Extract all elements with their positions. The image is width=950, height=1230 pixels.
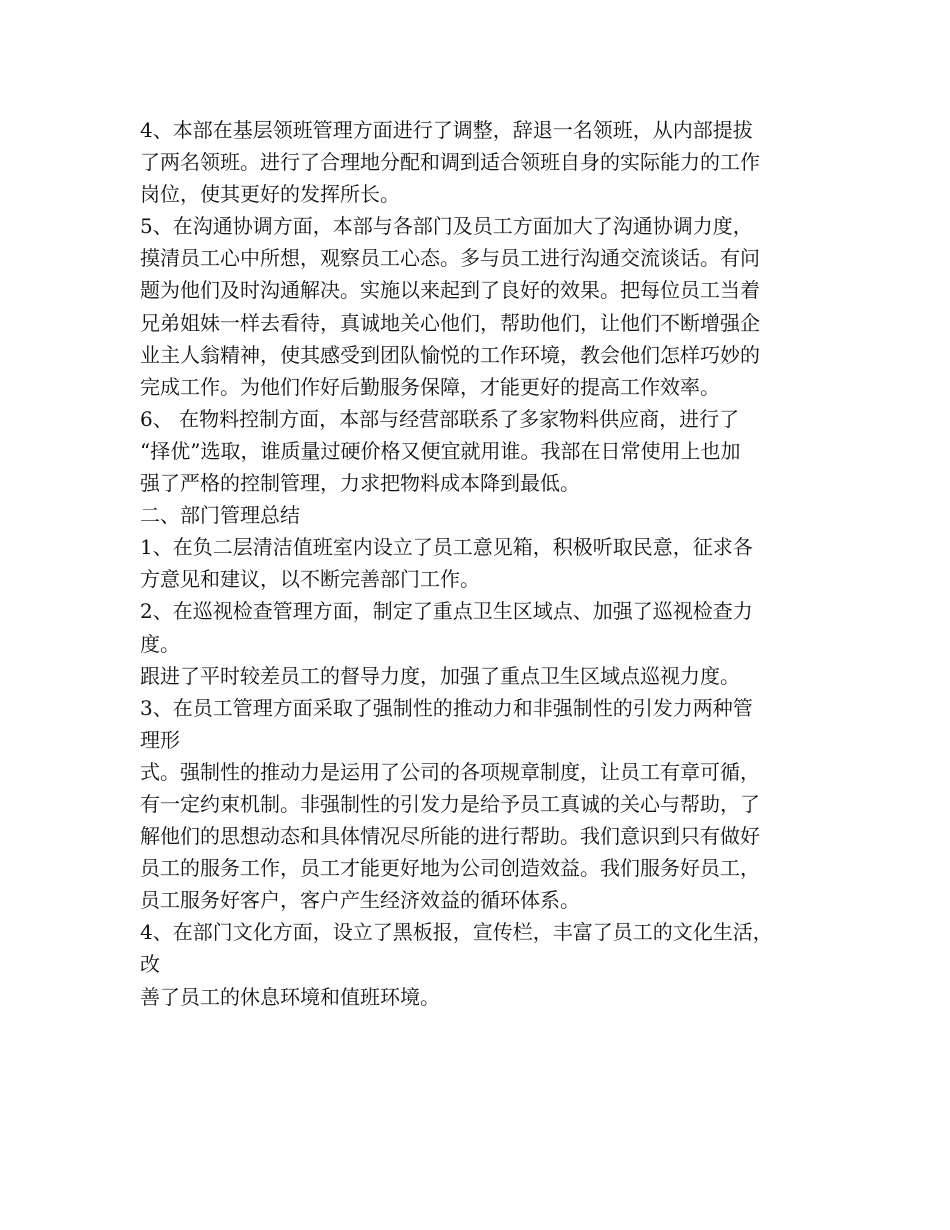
text-line: 了两名领班。进行了合理地分配和调到适合领班自身的实际能力的工作 [140,150,760,175]
text-line: “择优”选取，谁质量过硬价格又便宜就用谁。我部在日常使用上也加 [140,438,741,463]
text-line: 善了员工的休息环境和值班环境。 [140,984,440,1009]
text-line: 方意见和建议，以不断完善部门工作。 [140,567,480,592]
text-line: 1、在负二层清洁值班室内设立了员工意见箱，积极听取民意，征求各 [140,535,753,560]
text-line: 度。 [140,631,180,656]
text-line: 改 [140,952,160,977]
text-line: 题为他们及时沟通解决。实施以来起到了良好的效果。把每位员工当着 [140,278,760,303]
text-line: 完成工作。为他们作好后勤服务保障，才能更好的提高工作效率。 [140,374,720,399]
section-heading: 二、部门管理总结 [140,503,300,528]
text-line: 理形 [140,727,180,752]
text-line: 跟进了平时较差员工的督导力度，加强了重点卫生区域点巡视力度。 [140,663,740,688]
text-line: 式。强制性的推动力是运用了公司的各项规章制度，让员工有章可循， [140,759,760,784]
text-line: 5、在沟通协调方面，本部与各部门及员工方面加大了沟通协调力度， [140,214,753,239]
text-line: 2、在巡视检查管理方面，制定了重点卫生区域点、加强了巡视检查力 [140,599,753,624]
text-line: 有一定约束机制。非强制性的引发力是给予员工真诚的关心与帮助，了 [140,791,760,816]
text-line: 员工服务好客户，客户产生经济效益的循环体系。 [140,888,580,913]
text-line: 解他们的思想动态和具体情况尽所能的进行帮助。我们意识到只有做好 [140,824,760,849]
text-line: 兄弟姐妹一样去看待，真诚地关心他们，帮助他们，让他们不断增强企 [140,310,760,335]
text-line: 业主人翁精神，使其感受到团队愉悦的工作环境，教会他们怎样巧妙的 [140,342,760,367]
text-line: 4、本部在基层领班管理方面进行了调整，辞退一名领班，从内部提拔 [140,118,753,142]
text-line: 6、 在物料控制方面，本部与经营部联系了多家物料供应商，进行了 [140,406,740,431]
text-line: 3、在员工管理方面采取了强制性的推动力和非强制性的引发力两种管 [140,695,753,720]
text-line: 4、在部门文化方面，设立了黑板报，宣传栏，丰富了员工的文化生活， [140,920,773,945]
text-line: 摸清员工心中所想，观察员工心态。多与员工进行沟通交流谈话。有问 [140,246,760,271]
text-line: 员工的服务工作，员工才能更好地为公司创造效益。我们服务好员工， [140,856,760,881]
document-body [140,114,820,1013]
text-line: 强了严格的控制管理，力求把物料成本降到最低。 [140,471,580,496]
text-line: 岗位，使其更好的发挥所长。 [140,182,400,207]
